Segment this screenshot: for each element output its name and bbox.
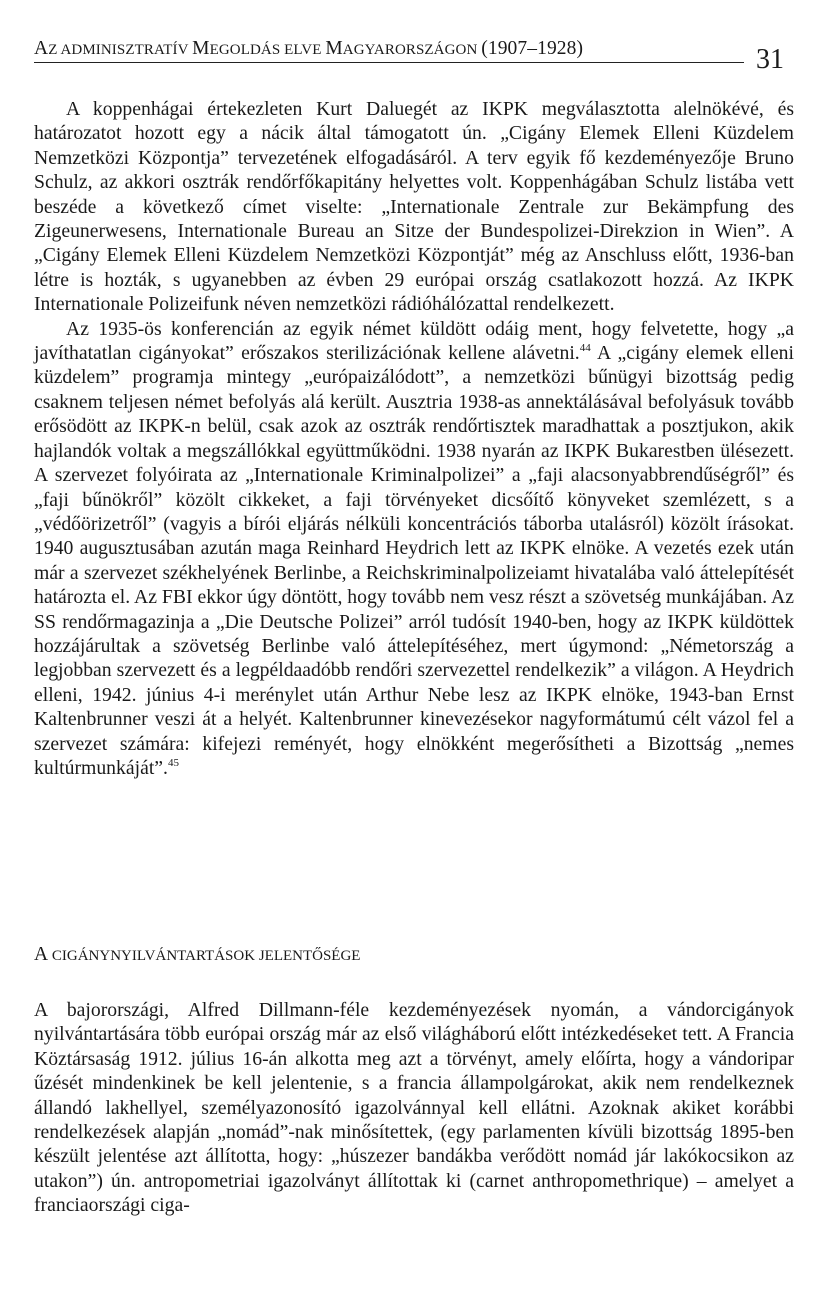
running-title-part: M [325, 38, 343, 59]
footnote-ref[interactable]: 44 [579, 342, 591, 355]
running-title [34, 38, 583, 60]
paragraph-text: Az 1935-ös konferencián az egyik német küldött odáig ment, hogy felvetette, hogy „a javíthatatlan cigányokat” erőszakos sterilizációnak kellene alávetni. [34, 317, 794, 365]
running-title-part: A [34, 38, 49, 59]
page-number: 31 [756, 44, 784, 75]
running-title-part: AGYARORSZÁGON [342, 42, 482, 58]
section-heading-part: CIGÁNYNYILVÁNTARTÁSOK JELENTŐSÉGE [51, 948, 361, 964]
section-text [34, 998, 794, 1218]
paragraph-text: A „cigány elemek elleni küzdelem” programja mintegy „európaizálódott”, a nemzetközi bűnügyi bizottság pedig csaknem teljesen német befolyás alá került. Ausztria 1938-as annektálásával befolyásuk tovább erősödött az IKPK-n belül, csak azok az osztrák rendőrtisztek maradhattak a posztjukon, akik hajlandók voltak a megszállókkal együttműködni. 1938 nyarán az IKPK Bukarestben ülésezett. A szervezet folyóirata az „Internationale Kriminalpolizei” a „faji alacsonyabbrendűségről” és „faji bűnökről” közölt cikkeket, a faji törvényeket dicsőítő könyveket szemlézett, s a „védőörizetről” (vagyis a bírói eljárás nélküli koncentrációs táborba utalásról) közölt írásokat. 1940 augusztusában azután maga Reinhard Heydrich lett az IKPK elnöke. A vezetés ezek után már a szervezet székhelyének Berlinbe, a Reichskriminalpolizeiamt hivatalába való áttelepítését határozta el. Az FBI ekkor úgy döntött, hogy tovább nem vesz részt a szövetség munkájában. Az SS rendőrmagazinja a „Die Deutsche Polizei” arról tudósít 1940-ben, hogy az IKPK küldöttek hozzájárultak a szövetség Berlinbe való áttelepítéséhez, mert úgymond: „Németország a legjobban szervezett és a legpéldaadóbb rendőri szervezettel rendelkezik” a világon. A Heydrich elleni, 1942. június 4-i merénylet után Arthur Nebe lesz az IKPK elnöke, 1943-ban Ernst Kaltenbrunner veszi át a helyét. Kaltenbrunner kinevezésekor nagyformátumú célt vázol fel a szervezet számára: kifejezi reményét, hogy elnökként megerősítheti a Bizottság „nemes kultúrmunkáját”. [34, 342, 794, 779]
running-title-part: (1907–1928) [481, 38, 584, 59]
running-title-part: M [192, 38, 210, 59]
footnote-ref[interactable]: 45 [167, 756, 179, 769]
paragraph-text: A koppenhágai értekezleten Kurt Daluegét az IKPK megválasztotta alelnökévé, és határozatot hozott egy a nácik által támogatott ún. „Cigány Elemek Elleni Küzdelem Nemzetközi Központja” tervezetének elfogadásáról. A terv egyik fő kezdeményezője Bruno Schulz, az akkori osztrák rendőrfőkapitány helyettes volt. Koppenhágában Schulz listába vett beszéde a következő címet viselte: „Internationale Zentrale zur Bekämpfung des Zigeunerwesens, Internationale Bureau an Sitze der Bundespolizei-Direkzion in Wien”. A „Cigány Elemek Elleni Küzdelem Nemzetközi Központját” még az Anschluss előtt, 1936-ban létre is hozták, s ugyanebben az évben 29 európai ország csatlakozott hozzá. Az IKPK Internationale Polizeifunk néven nemzetközi rádióhálózattal rendelkezett. [34, 98, 794, 316]
section-heading-part: A [34, 944, 52, 965]
running-header [34, 36, 744, 63]
running-title-part: Z ADMINISZTRATÍV [48, 42, 193, 58]
body-paragraph [34, 317, 794, 781]
running-title-part: EGOLDÁS ELVE [209, 42, 326, 58]
body-text [34, 97, 794, 780]
section-paragraph: A bajorországi, Alfred Dillmann-féle kezdeményezések nyomán, a vándorcigányok nyilvántartására több európai ország már az első világháború előtt intézkedéseket tett. A Francia Köztársaság 1912. július 16-án alkotta meg azt a törvényt, amely előírta, hogy a vándoripar űzését mindenkinek be kell jelentenie, s a francia állampolgárokat, akik nem rendelkeznek állandó lakhellyel, személyazonosító igazolvánnyal kell ellátni. Azoknak akiket korábbi rendelkezések alapján „nomád”-nak minősítettek, (egy parlamenten kívüli bizottság 1895-ben készült jelentése azt állította, hogy: „húszezer bandákba verődött nomád jár lakókocsikon az utakon”) ún. antropometriai igazolványt állítottak ki (carnet anthropomethrique) – amelyet a franciaországi ciga- [34, 999, 794, 1217]
section-heading [34, 944, 360, 966]
body-paragraph [34, 97, 794, 317]
